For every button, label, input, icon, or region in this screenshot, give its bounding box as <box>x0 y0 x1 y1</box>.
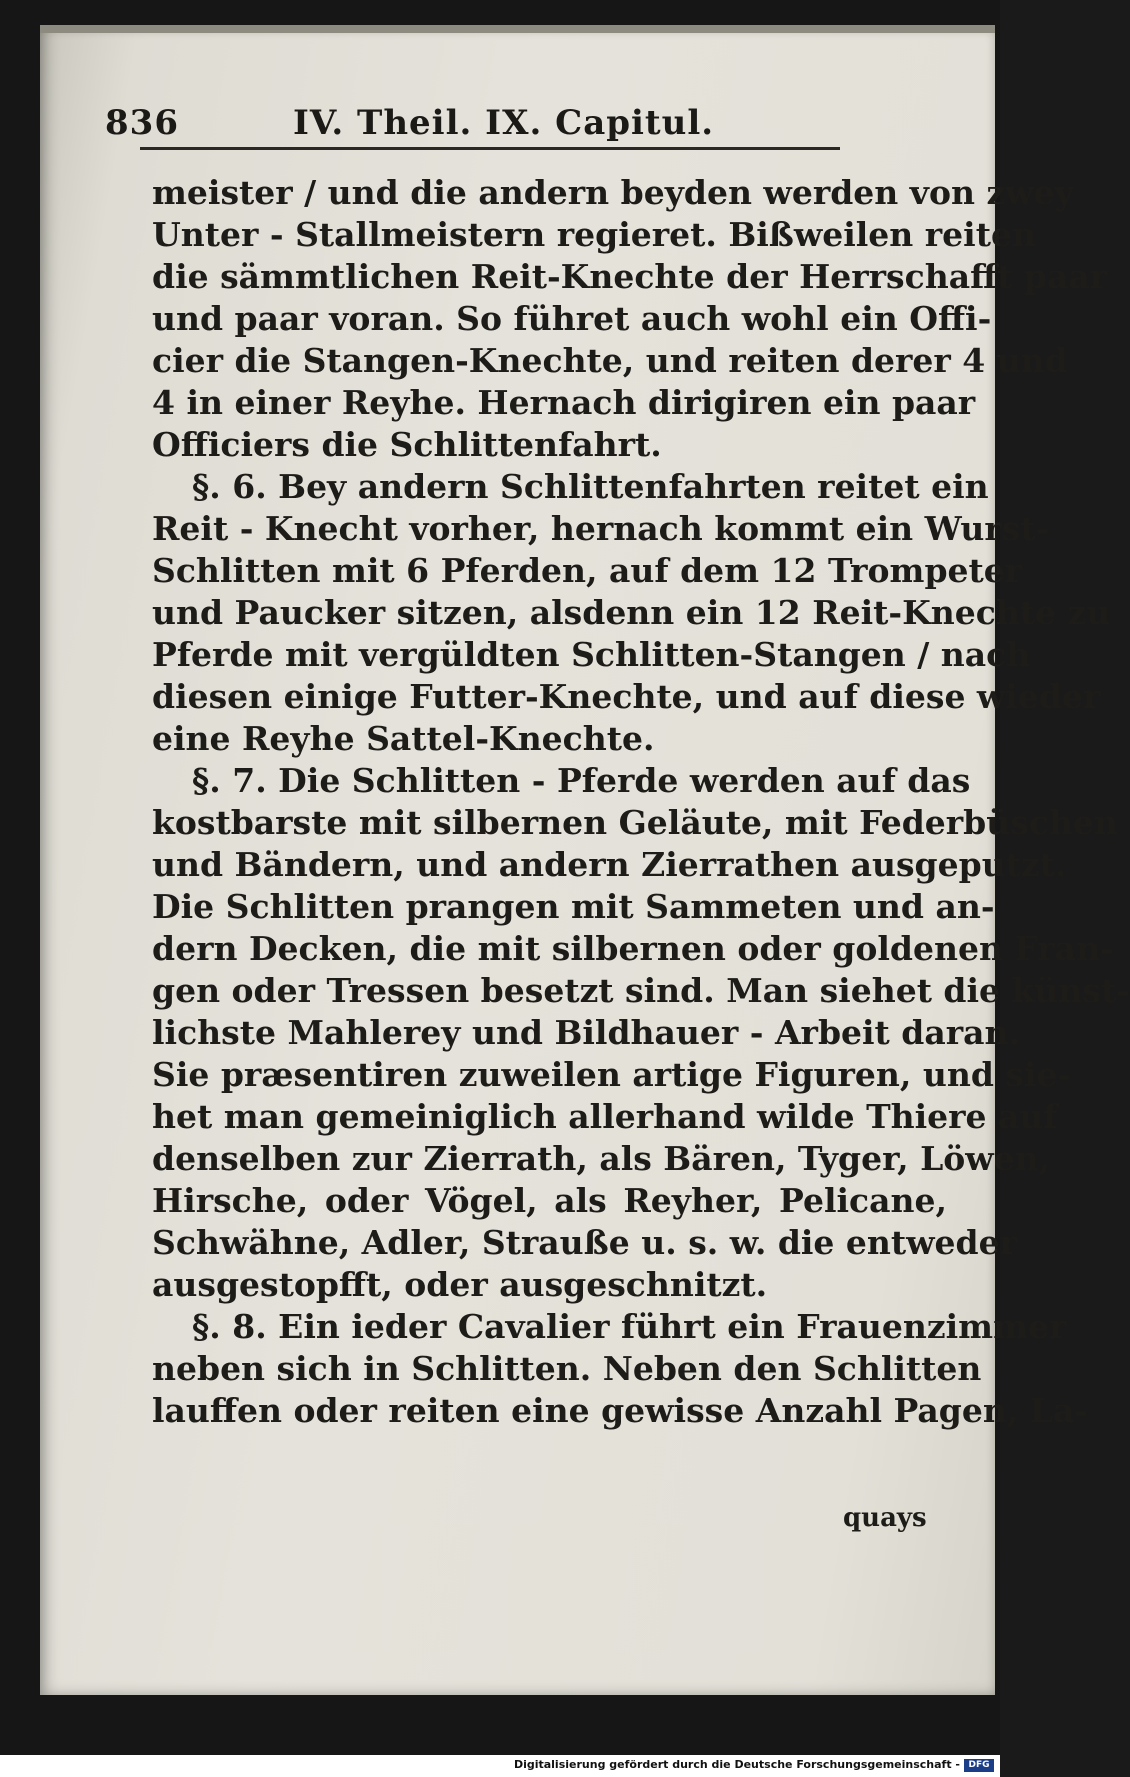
text-line: denselben zur Zierrath, als Bären, Tyger, Löwen, <box>152 1139 1051 1178</box>
running-title: IV. Theil. IX. Capitul. <box>293 103 715 143</box>
text-line: cier die Stangen-Knechte, und reiten derer 4 und <box>152 341 1068 380</box>
text-line: kostbarste mit silbernen Geläute, mit Federbüschen <box>152 803 1118 842</box>
text-line: Officiers die Schlittenfahrt. <box>152 425 662 464</box>
digitization-credit: Digitalisierung gefördert durch die Deutsche Forschungsgemeinschaft - <box>513 1758 960 1771</box>
text-line: neben sich in Schlitten. Neben den Schlitten <box>152 1349 982 1388</box>
text-line: Unter - Stallmeistern regieret. Bißweilen reiten <box>152 215 1036 254</box>
text-line: Hirsche, oder Vögel, als Reyher, Pelicane, <box>152 1181 947 1220</box>
text-line: Reit - Knecht vorher, hernach kommt ein Wurst- <box>152 509 1050 548</box>
page-number: 836 <box>105 103 179 143</box>
text-line: gen oder Tressen besetzt sind. Man siehet die künst- <box>152 971 1130 1010</box>
paragraph-start: §. 8. Ein ieder Cavalier führt ein Frauenzimmer <box>192 1307 1067 1346</box>
text-line: lichste Mahlerey und Bildhauer - Arbeit daran. <box>152 1013 1020 1052</box>
text-line: dern Decken, die mit silbernen oder goldenen Fran- <box>152 929 1114 968</box>
running-header <box>105 103 755 153</box>
text-line: eine Reyhe Sattel-Knechte. <box>152 719 655 758</box>
text-line: Sie præsentiren zuweilen artige Figuren, und sie- <box>152 1055 1072 1094</box>
text-line: Schwähne, Adler, Strauße u. s. w. die entweder <box>152 1223 1018 1262</box>
text-line: und paar voran. So führet auch wohl ein Offi- <box>152 299 992 338</box>
text-line: und Bändern, und andern Zierrathen ausgeputzt. <box>152 845 1067 884</box>
dfg-logo: DFG <box>964 1759 994 1772</box>
text-line: Die Schlitten prangen mit Sammeten und an- <box>152 887 995 926</box>
text-line: lauffen oder reiten eine gewisse Anzahl Pagen, La- <box>152 1391 1089 1430</box>
page-top-edge <box>40 25 995 33</box>
text-line: meister / und die andern beyden werden von zwey <box>152 173 1074 212</box>
text-line: Pferde mit vergüldten Schlitten-Stangen / nach <box>152 635 1031 674</box>
text-line: het man gemeiniglich allerhand wilde Thiere auf <box>152 1097 1058 1136</box>
catchword: quays <box>843 1503 927 1533</box>
text-line: ausgestopfft, oder ausgeschnitzt. <box>152 1265 768 1304</box>
text-line: und Paucker sitzen, alsdenn ein 12 Reit-Knechte zu <box>152 593 1111 632</box>
text-line: 4 in einer Reyhe. Hernach dirigiren ein paar <box>152 383 976 422</box>
text-line: diesen einige Futter-Knechte, und auf diese wieder <box>152 677 1101 716</box>
paragraph-start: §. 6. Bey andern Schlittenfahrten reitet ein <box>192 467 989 506</box>
text-line: die sämmtlichen Reit-Knechte der Herrschafft paar <box>152 257 1108 296</box>
text-line: Schlitten mit 6 Pferden, auf dem 12 Trompeter <box>152 551 1023 590</box>
paragraph-start: §. 7. Die Schlitten - Pferde werden auf das <box>192 761 971 800</box>
header-rule <box>140 147 840 150</box>
